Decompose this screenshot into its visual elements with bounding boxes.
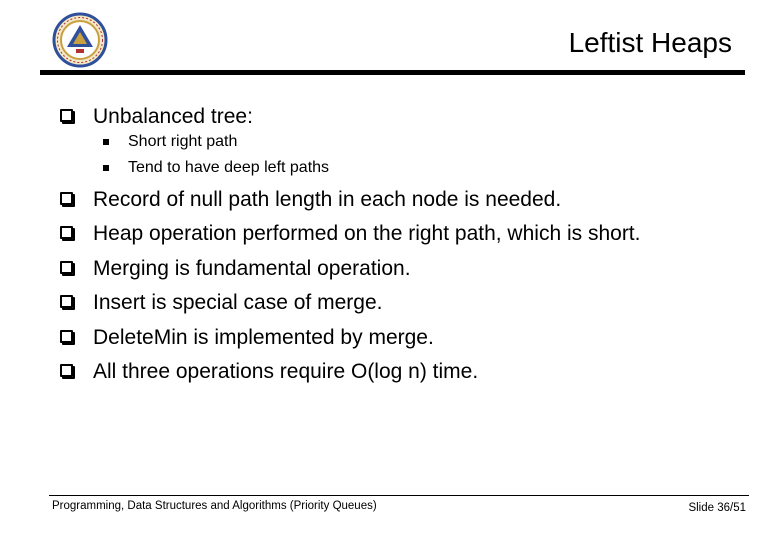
sub-bullet-item	[60, 155, 750, 181]
slide-title: Leftist Heaps	[568, 27, 732, 58]
checkbox-bullet-icon	[60, 295, 73, 308]
footer-course-title: Programming, Data Structures and Algorithms (Priority Queues)	[52, 500, 377, 512]
university-seal-icon	[52, 12, 108, 68]
title-divider	[40, 70, 745, 75]
bullet-item	[60, 217, 750, 252]
footer-divider	[49, 495, 749, 496]
sub-bullet-list	[60, 129, 750, 181]
sub-bullet-text: Tend to have deep left paths	[128, 158, 330, 176]
checkbox-bullet-icon	[60, 261, 73, 274]
slide-number: Slide 36/51	[688, 502, 746, 514]
bullet-item	[60, 252, 750, 287]
bullet-item	[60, 183, 750, 218]
checkbox-bullet-icon	[60, 192, 73, 205]
square-bullet-icon	[103, 165, 109, 171]
bullet-text: Insert is special case of merge.	[93, 291, 383, 314]
bullet-list	[60, 100, 750, 390]
checkbox-bullet-icon	[60, 109, 73, 122]
square-bullet-icon	[103, 139, 109, 145]
bullet-text: All three operations require O(log n) time.	[93, 360, 479, 383]
checkbox-bullet-icon	[60, 364, 73, 377]
bullet-text: DeleteMin is implemented by merge.	[93, 325, 434, 349]
bullet-item	[60, 286, 750, 321]
bullet-text: Heap operation performed on the right path, which is short.	[93, 222, 641, 245]
bullet-item	[60, 321, 750, 356]
bullet-item	[60, 355, 750, 390]
bullet-text: Record of null path length in each node is needed.	[93, 187, 562, 211]
checkbox-bullet-icon	[60, 330, 73, 343]
bullet-text: Merging is fundamental operation.	[93, 256, 411, 280]
sub-bullet-text: Short right path	[128, 132, 238, 150]
sub-bullet-item	[60, 129, 750, 155]
bullet-text: Unbalanced tree:	[93, 105, 253, 128]
checkbox-bullet-icon	[60, 226, 73, 239]
